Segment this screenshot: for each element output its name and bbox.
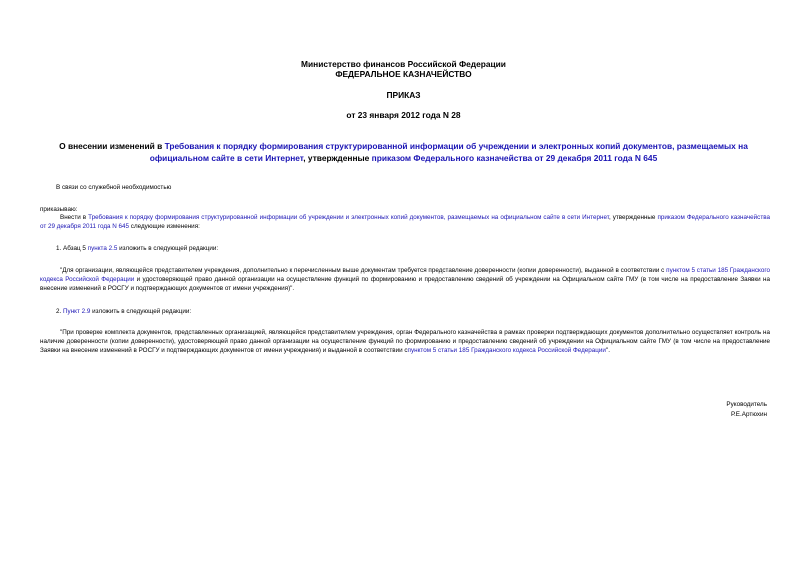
item-2 [56,307,756,316]
title-link-order[interactable]: приказом Федерального казначейства от 29 декабря 2011 года N 645 [371,152,658,163]
p1-mid: , утвержденные [608,214,658,221]
item-1 [56,244,756,253]
agency-name: ФЕДЕРАЛЬНОЕ КАЗНАЧЕЙСТВО [335,69,472,79]
quote2-text-a: "При проверке комплекта документов, представленных организацией, являющейся представителем учреждения, орган Федерального казначейства в рамках проверки подтверждающих документов дополнительно осуществляет контроль на наличие доверенности (копии доверенности), удостоверяющей право данной организации на осуществление функций по формированию и предоставлению сведений об учреждении на Официальном сайте ГМУ (в том числе на предоставление Заявки на внесение изменений в РОСГУ и подтверждающих документов от имени учреждения) и выданной в соответствии с [40,329,770,354]
p1-suffix: следующие изменения: [129,223,200,230]
signature-position: Руководитель [726,401,767,408]
item1-prefix: 1. Абзац 5 [56,245,88,252]
paragraph-intro [40,213,770,231]
title-mid: , утвержденные [303,152,372,163]
quote-2 [40,328,770,355]
quote2-link[interactable]: пунктом 5 статьи 185 Гражданского кодекса Российской Федерации [407,347,606,354]
quote1-text-b: и удостоверяющей право данной организации на осуществление функций по формированию и предоставлению сведений об учреждении на Официальном сайте ГМУ (в том числе на предоставление Заявки на внесение изменений в РОСГУ и подтверждающих документов от имени учреждения)". [40,276,770,292]
reason-text: В связи со служебной необходимостью [56,184,172,191]
p1-link-order[interactable]: приказом Федерального казначейства от 29 декабря 2011 года N 645 [40,214,770,230]
doc-type: ПРИКАЗ [386,90,421,100]
item1-suffix: изложить в следующей редакции: [117,245,219,252]
order-word: приказываю: [40,206,78,213]
item2-prefix: 2. [56,308,64,315]
item1-link[interactable]: пункта 2.5 [87,245,118,252]
ministry-name: Министерство финансов Российской Федерации [301,59,506,69]
quote1-link[interactable]: пунктом 5 статьи 185 Гражданского кодекса Российской Федерации [40,267,770,283]
signature-name: Р.Е.Артюхин [731,411,767,418]
quote-1 [40,266,770,293]
title-prefix: О внесении изменений в [59,141,165,151]
quote2-text-b: ". [605,347,610,354]
doc-date-number: от 23 января 2012 года N 28 [346,110,461,120]
title-link-requirements[interactable]: Требования к порядку формирования структурированной информации об учреждении и электронных копий документов, размещаемых на официальном сайте в сети Интернет [149,141,748,163]
item2-suffix: изложить в следующей редакции: [90,308,192,315]
p1-link-requirements[interactable]: Требования к порядку формирования структурированной информации об учреждении и электронных копий документов, размещаемых на официальном сайте в сети Интернет [88,214,609,221]
doc-title [36,141,771,164]
quote1-text-a: "Для организации, являющейся представителем учреждения, дополнительно к перечисленным выше документам требуется представление доверенности (копии доверенности), выданной в соответствии с [60,267,667,274]
p1-prefix: Внести в [60,214,89,221]
item2-link[interactable]: Пункт 2.9 [63,308,91,315]
